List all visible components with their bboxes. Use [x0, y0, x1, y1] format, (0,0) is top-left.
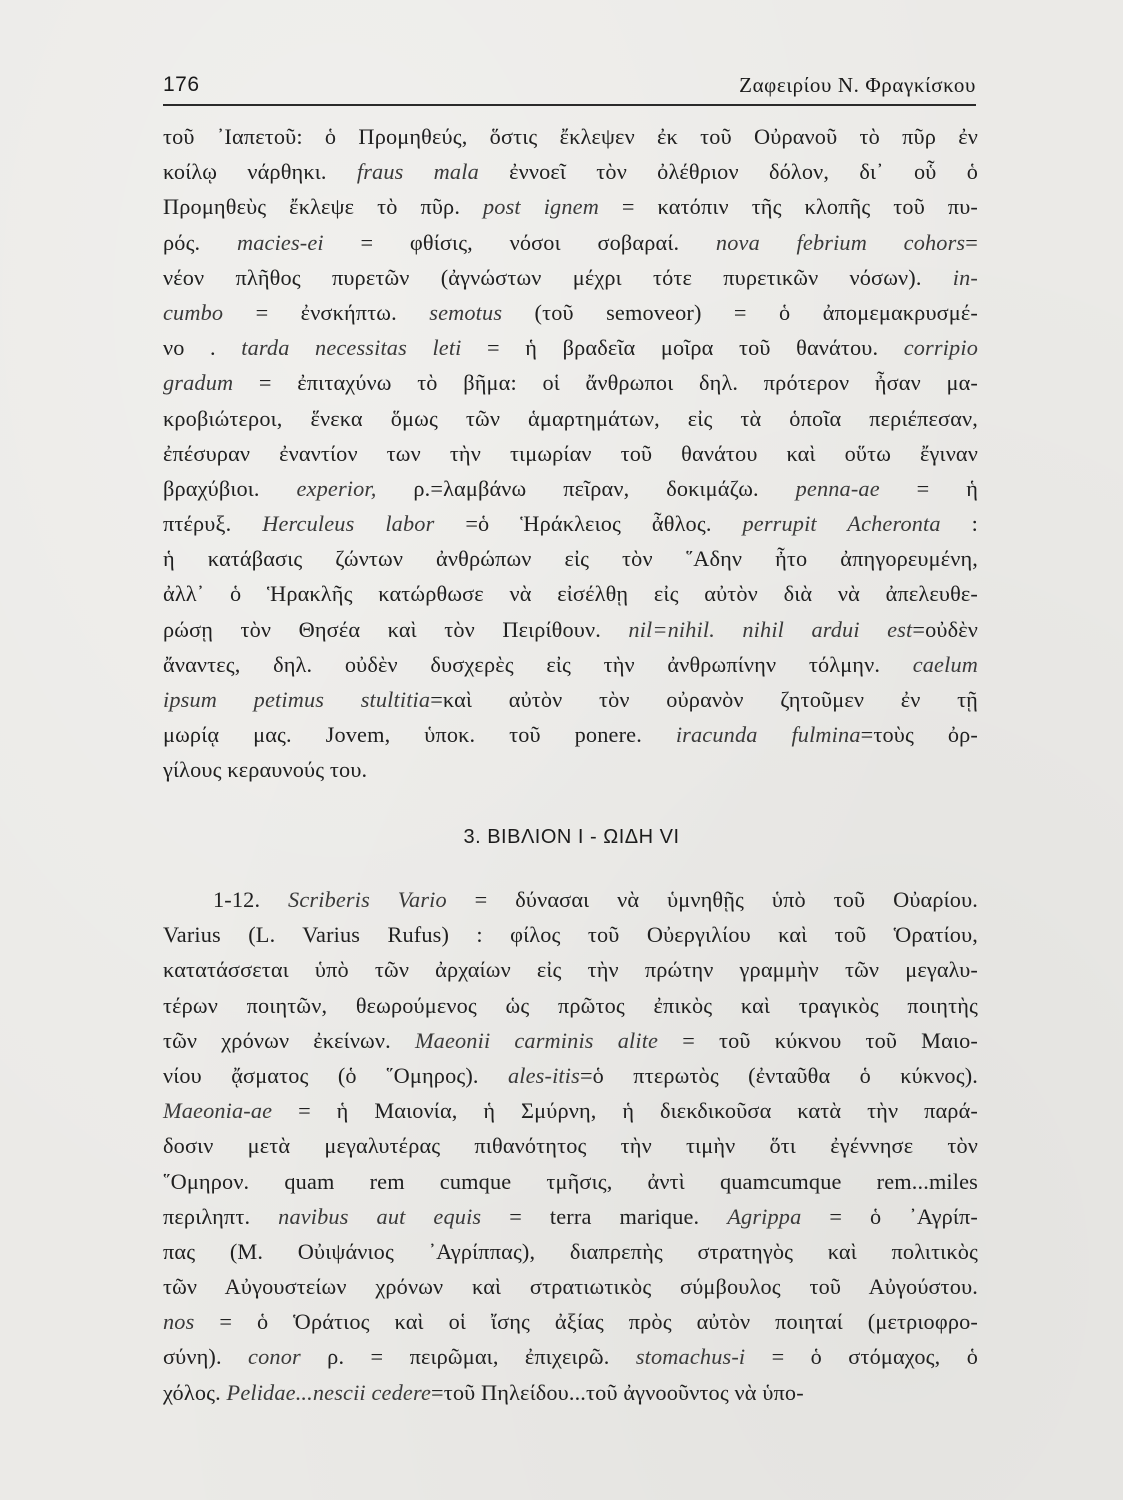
text-line — [163, 119, 978, 154]
greek-gloss: ῞Ομηρον. quam rem cumque τμῆσις, ἀντὶ quamcumque rem...miles — [163, 1168, 978, 1194]
latin-lemma: nova febrium cohors — [715, 229, 966, 255]
greek-gloss: μωρίᾳ μας. Jovem, ὑποκ. τοῦ ponere. — [163, 722, 676, 748]
greek-gloss: = ἡ βραδεῖα μοῖρα τοῦ θανάτου. — [461, 335, 904, 361]
latin-lemma: Pelidae...nescii cedere — [226, 1379, 431, 1405]
text-line — [163, 1164, 978, 1199]
greek-gloss: =τοῦ Πηλείδου...τοῦ ἀγνοοῦντος νὰ ὑπο- — [430, 1379, 804, 1405]
text-line — [163, 541, 978, 576]
text-line — [163, 401, 978, 436]
latin-lemma: Maeonia-ae — [163, 1098, 273, 1124]
greek-gloss: ἡ κατάβασις ζώντων ἀνθρώπων εἰς τὸν ῞Αδην ἦτο ἀπηγορευμένη, — [163, 546, 978, 572]
greek-gloss: = τοῦ κύκνου τοῦ Μαιο- — [658, 1027, 979, 1053]
latin-lemma: corripio — [903, 335, 978, 361]
greek-gloss: πας (Μ. Οὐιψάνιος ᾿Αγρίππας), διαπρεπὴς στρατηγὸς καὶ πολιτικὸς — [163, 1238, 978, 1264]
greek-gloss: = κατόπιν τῆς κλοπῆς τοῦ πυ- — [598, 194, 979, 220]
latin-lemma: ales-itis — [507, 1062, 580, 1088]
greek-gloss: Προμηθεὺς ἔκλεψε τὸ πῦρ. — [163, 194, 483, 220]
greek-gloss: νο . — [163, 335, 242, 361]
greek-gloss: = φθίσις, νόσοι σοβαραί. — [323, 229, 716, 255]
greek-gloss: = — [965, 229, 978, 255]
text-line — [163, 1304, 978, 1339]
latin-lemma: experior, — [296, 475, 377, 501]
greek-gloss: ἄναντες, δηλ. οὐδὲν δυσχερὲς εἰς τὴν ἀνθρωπίνην τόλμην. — [163, 651, 913, 677]
greek-gloss: = ἡ — [879, 475, 979, 501]
text-line — [163, 612, 978, 647]
text-line — [163, 988, 978, 1023]
latin-lemma: Herculeus labor — [262, 511, 435, 537]
text-line — [163, 1199, 978, 1234]
text-line — [163, 260, 978, 295]
greek-gloss: = ἡ Μαιονία, ἡ Σμύρνη, ἡ διεκδικοῦσα κατὰ τὴν παρά- — [272, 1098, 978, 1124]
greek-gloss: = ὁ ᾿Αγρίπ- — [801, 1203, 979, 1229]
greek-gloss: κατατάσσεται ὑπὸ τῶν ἀρχαίων εἰς τὴν πρώτην γραμμὴν τῶν μεγαλυ- — [163, 957, 978, 983]
greek-gloss: 1-12. — [213, 887, 289, 912]
greek-gloss: δοσιν μετὰ μεγαλυτέρας πιθανότητος τὴν τιμὴν ὅτι ἐγέννησε τὸν — [163, 1133, 978, 1159]
text-line — [163, 365, 978, 400]
latin-lemma: macies-ei — [236, 229, 324, 255]
greek-gloss: κοίλῳ νάρθηκι. — [163, 159, 357, 185]
greek-gloss: τοῦ ᾿Ιαπετοῦ: ὁ Προμηθεύς, ὅστις ἔκλεψεν ἐκ τοῦ Οὐρανοῦ τὸ πῦρ ἐν — [163, 124, 978, 149]
latin-lemma: stomachus-i — [635, 1344, 746, 1370]
text-line — [163, 436, 978, 471]
greek-gloss: = ὁ Ὁράτιος καὶ οἱ ἴσης ἀξίας πρὸς αὐτὸν ποιηταί (μετριοφρο- — [194, 1309, 978, 1335]
text-line — [163, 576, 978, 611]
text-line — [163, 717, 978, 752]
latin-lemma: iracunda fulmina — [675, 722, 861, 748]
latin-lemma: semotus — [429, 299, 503, 325]
greek-gloss: (τοῦ semoveor) = ὁ ἀπομεμακρυσμέ- — [502, 299, 978, 325]
text-line — [163, 471, 978, 506]
greek-gloss: =τοὺς ὀρ- — [860, 722, 978, 748]
text-line — [163, 1375, 978, 1410]
greek-gloss: ρός. — [163, 229, 237, 255]
greek-gloss: βραχύβιοι. — [163, 475, 297, 501]
text-line — [163, 1023, 978, 1058]
latin-lemma: nos — [163, 1309, 195, 1335]
text-line — [163, 647, 978, 682]
greek-gloss: ρ. = πειρῶμαι, ἐπιχειρῶ. — [300, 1344, 636, 1370]
latin-lemma: fraus mala — [356, 159, 479, 185]
text-line — [163, 752, 978, 787]
latin-lemma: perrupit Acheronta — [742, 511, 941, 537]
text-line — [163, 189, 978, 224]
text-line — [163, 506, 978, 541]
greek-gloss: =ὁ πτερωτὸς (ἐνταῦθα ὁ κύκνος). — [579, 1062, 978, 1088]
latin-lemma: cumbo — [163, 299, 224, 325]
greek-gloss: χόλος. — [163, 1379, 227, 1405]
commentary-section-1 — [163, 119, 978, 788]
latin-lemma: tarda necessitas leti — [241, 335, 462, 361]
greek-gloss: : — [940, 511, 978, 537]
running-head — [163, 73, 976, 103]
text-line — [163, 225, 978, 260]
text-line — [163, 1339, 978, 1374]
text-line — [163, 1128, 978, 1163]
greek-gloss: = ἐνσκήπτω. — [223, 299, 430, 325]
latin-lemma: gradum — [163, 370, 234, 396]
latin-lemma: Maeonii carminis alite — [414, 1027, 659, 1053]
greek-gloss: τῶν Αὐγουστείων χρόνων καὶ στρατιωτικὸς σύμβουλος τοῦ Αὐγούστου. — [163, 1274, 978, 1300]
greek-gloss: κροβιώτεροι, ἕνεκα ὅμως τῶν ἁμαρτημάτων, εἰς τὰ ὁποῖα περιέπεσαν, — [163, 405, 978, 431]
latin-lemma: Scriberis Vario — [288, 887, 447, 912]
page-number: 176 — [163, 73, 200, 96]
greek-gloss: ἐννοεῖ τὸν ὀλέθριον δόλον, δι᾿ οὗ ὁ — [478, 159, 978, 185]
greek-gloss: πτέρυξ. — [163, 511, 263, 537]
greek-gloss: ρ.=λαμβάνω πεῖραν, δοκιμάζω. — [376, 475, 796, 501]
greek-gloss: =ὁ Ἡράκλειος ἆθλος. — [434, 511, 743, 537]
text-line — [163, 154, 978, 189]
text-line — [163, 295, 978, 330]
greek-gloss: νέον πλῆθος πυρετῶν (ἀγνώστων μέχρι τότε πυρετικῶν νόσων). — [163, 264, 953, 290]
greek-gloss: περιληπτ. — [163, 1203, 279, 1229]
greek-gloss: νίου ᾄσματος (ὁ ῞Ομηρος). — [163, 1062, 508, 1088]
latin-lemma: penna-ae — [795, 475, 880, 501]
text-line — [163, 1269, 978, 1304]
greek-gloss: τέρων ποιητῶν, θεωρούμενος ὡς πρῶτος ἐπικὸς καὶ τραγικὸς ποιητὴς — [163, 992, 978, 1018]
greek-gloss: = δύνασαι νὰ ὑμνηθῇς ὑπὸ τοῦ Οὐαρίου. — [446, 887, 978, 912]
text-line — [163, 882, 978, 917]
running-title: Ζαφειρίου Ν. Φραγκίσκου — [739, 73, 976, 97]
latin-lemma: in- — [952, 264, 978, 290]
greek-gloss: ἀλλ᾿ ὁ Ἡρακλῆς κατώρθωσε νὰ εἰσέλθῃ εἰς αὐτὸν διὰ νὰ ἀπελευθε- — [163, 581, 978, 607]
greek-gloss: γίλους κεραυνούς του. — [163, 757, 368, 783]
greek-gloss: = ὁ στόμαχος, ὁ — [745, 1344, 978, 1370]
text-line — [163, 1093, 978, 1128]
text-line — [163, 1058, 978, 1093]
header-rule — [163, 104, 976, 106]
section-heading: 3. ΒΙΒΛΙΟΝ Ι - ΩΙΔΗ VI — [463, 826, 680, 848]
greek-gloss: ἐπέσυραν ἐναντίον των τὴν τιμωρίαν τοῦ θανάτου καὶ οὕτω ἔγιναν — [163, 440, 978, 466]
greek-gloss: Varius (L. Varius Rufus) : φίλος τοῦ Οὐεργιλίου καὶ τοῦ Ὁρατίου, — [163, 922, 978, 948]
greek-gloss: ρώσῃ τὸν Θησέα καὶ τὸν Πειρίθουν. — [163, 616, 629, 642]
text-line — [163, 1234, 978, 1269]
text-line — [163, 330, 978, 365]
greek-gloss: τῶν χρόνων ἐκείνων. — [163, 1027, 415, 1053]
greek-gloss: = terra marique. — [481, 1203, 728, 1229]
greek-gloss: =οὐδὲν — [912, 616, 978, 642]
greek-gloss: σύνη). — [163, 1344, 249, 1370]
text-line — [163, 952, 978, 987]
latin-lemma: nil=nihil. nihil ardui est — [628, 616, 913, 642]
greek-gloss: =καὶ αὐτὸν τὸν οὐρανὸν ζητοῦμεν ἐν τῇ — [430, 687, 978, 712]
latin-lemma: post ignem — [483, 194, 599, 220]
latin-lemma: navibus aut equis — [278, 1203, 482, 1229]
latin-lemma: conor — [248, 1344, 301, 1370]
latin-lemma: ipsum petimus stultitia — [163, 687, 431, 712]
latin-lemma: Agrippa — [727, 1203, 802, 1229]
text-line — [163, 917, 978, 952]
commentary-section-2 — [163, 882, 978, 1410]
text-line — [163, 682, 978, 717]
greek-gloss: = ἐπιταχύνω τὸ βῆμα: οἱ ἄνθρωποι δηλ. πρότερον ἦσαν μα- — [233, 370, 978, 396]
latin-lemma: caelum — [912, 651, 978, 677]
